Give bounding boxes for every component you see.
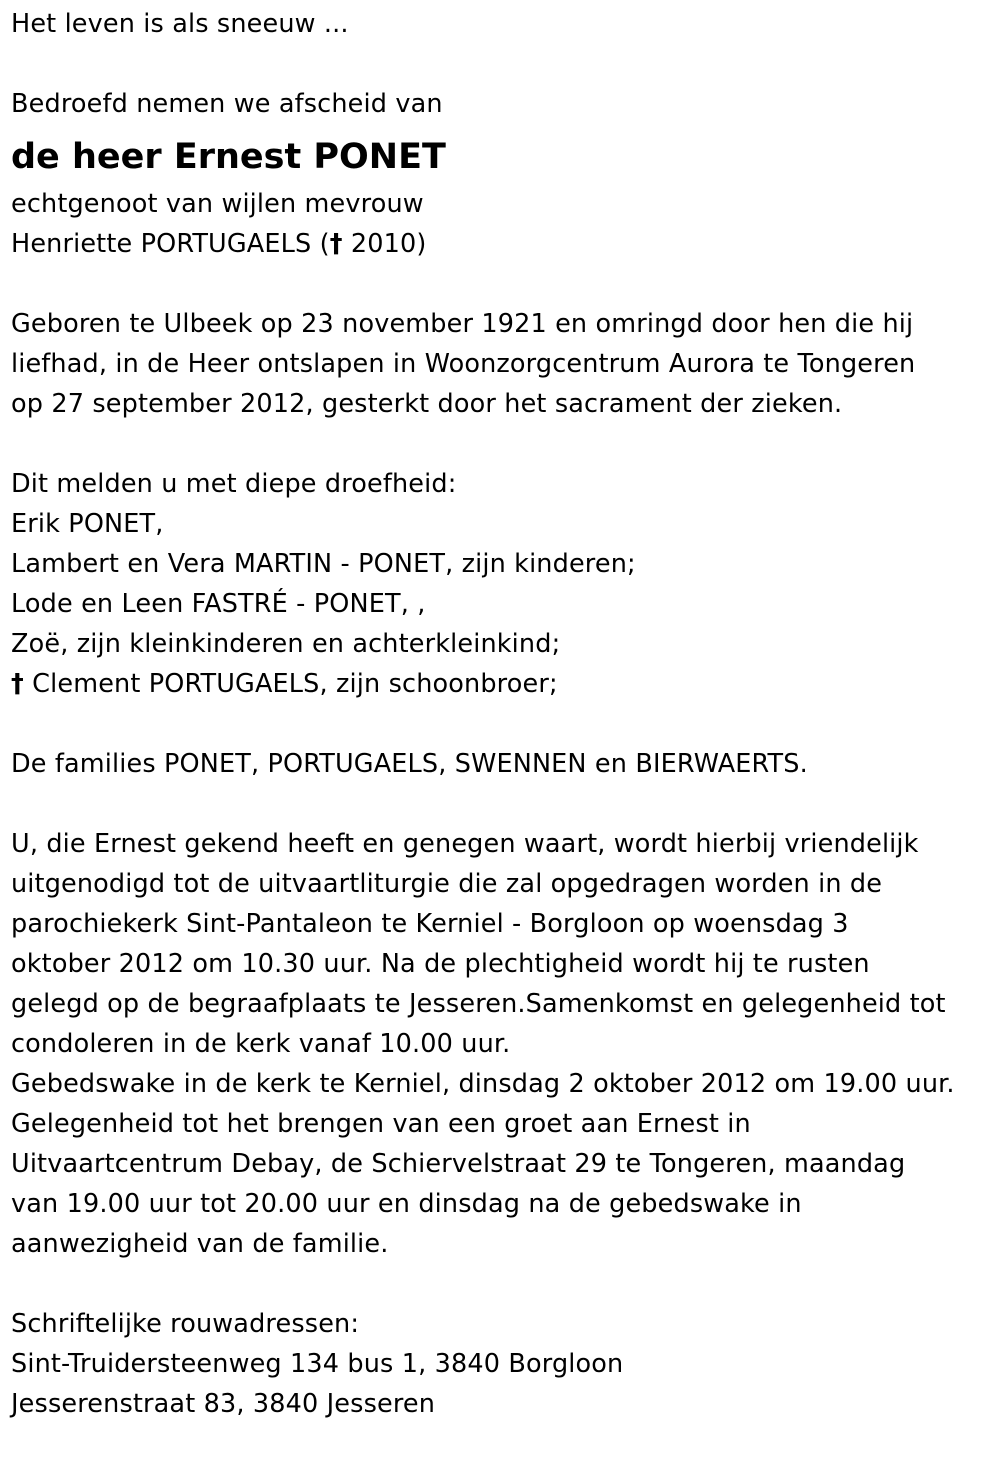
ceremony-line: Uitvaartcentrum Debay, de Schiervelstraat 29 te Tongeren, maandag <box>11 1149 906 1179</box>
motto: Het leven is als sneeuw ... <box>11 9 349 39</box>
ceremony-line: Gelegenheid tot het brengen van een groet aan Ernest in <box>11 1109 751 1139</box>
cross-icon: † <box>11 669 24 699</box>
family-member-deceased <box>11 664 1000 704</box>
biography-line: liefhad, in de Heer ontslapen in Woonzorgcentrum Aurora te Tongeren <box>11 349 916 379</box>
condolence-address: Jesserenstraat 83, 3840 Jesseren <box>11 1389 436 1419</box>
ceremony-details <box>11 824 1000 1264</box>
biography <box>11 304 1000 424</box>
spacer <box>11 44 1000 84</box>
ceremony-line: van 19.00 uur tot 20.00 uur en dinsdag na de gebedswake in <box>11 1189 802 1219</box>
ceremony-line: uitgenodigd tot de uitvaartliturgie die zal opgedragen worden in de <box>11 869 883 899</box>
biography-line: op 27 september 2012, gesterkt door het sacrament der zieken. <box>11 389 843 419</box>
ceremony-line: oktober 2012 om 10.30 uur. Na de plechtigheid wordt hij te rusten <box>11 949 870 979</box>
family-member: Zoë, zijn kleinkinderen en achterkleinkind; <box>11 629 561 659</box>
announcement: Bedroefd nemen we afscheid van <box>11 89 443 119</box>
family-member-name: Clement PORTUGAELS, zijn schoonbroer; <box>32 669 558 699</box>
ceremony-line: aanwezigheid van de familie. <box>11 1229 389 1259</box>
ceremony-line: U, die Ernest gekend heeft en genegen waart, wordt hierbij vriendelijk <box>11 829 919 859</box>
ceremony-line: parochiekerk Sint-Pantaleon te Kerniel - Borgloon op woensdag 3 <box>11 909 849 939</box>
family-list <box>11 464 1000 704</box>
spacer <box>11 1264 1000 1304</box>
biography-line: Geboren te Ulbeek op 23 november 1921 en omringd door hen die hij <box>11 309 914 339</box>
spacer <box>11 264 1000 304</box>
spouse-line-1: echtgenoot van wijlen mevrouw <box>11 189 424 219</box>
spacer <box>11 704 1000 744</box>
spouse-line-2 <box>11 224 1000 264</box>
spouse-death-year: 2010) <box>350 229 427 259</box>
families-line: De families PONET, PORTUGAELS, SWENNEN en BIERWAERTS. <box>11 749 808 779</box>
spacer <box>11 424 1000 464</box>
deceased-name-title: de heer Ernest PONET <box>11 137 446 177</box>
condolence-heading: Schriftelijke rouwadressen: <box>11 1309 360 1339</box>
condolence-address: Sint-Truidersteenweg 134 bus 1, 3840 Borgloon <box>11 1349 624 1379</box>
condolence-addresses <box>11 1304 1000 1424</box>
ceremony-line: condoleren in de kerk vanaf 10.00 uur. <box>11 1029 511 1059</box>
cross-icon: † <box>329 229 343 259</box>
spouse-name: Henriette PORTUGAELS ( <box>11 229 330 259</box>
ceremony-line: Gebedswake in de kerk te Kerniel, dinsdag 2 oktober 2012 om 19.00 uur. <box>11 1069 955 1099</box>
family-member: Lambert en Vera MARTIN - PONET, zijn kinderen; <box>11 549 636 579</box>
family-member: Erik PONET, <box>11 509 164 539</box>
ceremony-line: gelegd op de begraafplaats te Jesseren.Samenkomst en gelegenheid tot <box>11 989 946 1019</box>
spacer <box>11 784 1000 824</box>
family-member: Lode en Leen FASTRÉ - PONET, , <box>11 589 426 619</box>
family-heading: Dit melden u met diepe droefheid: <box>11 469 457 499</box>
